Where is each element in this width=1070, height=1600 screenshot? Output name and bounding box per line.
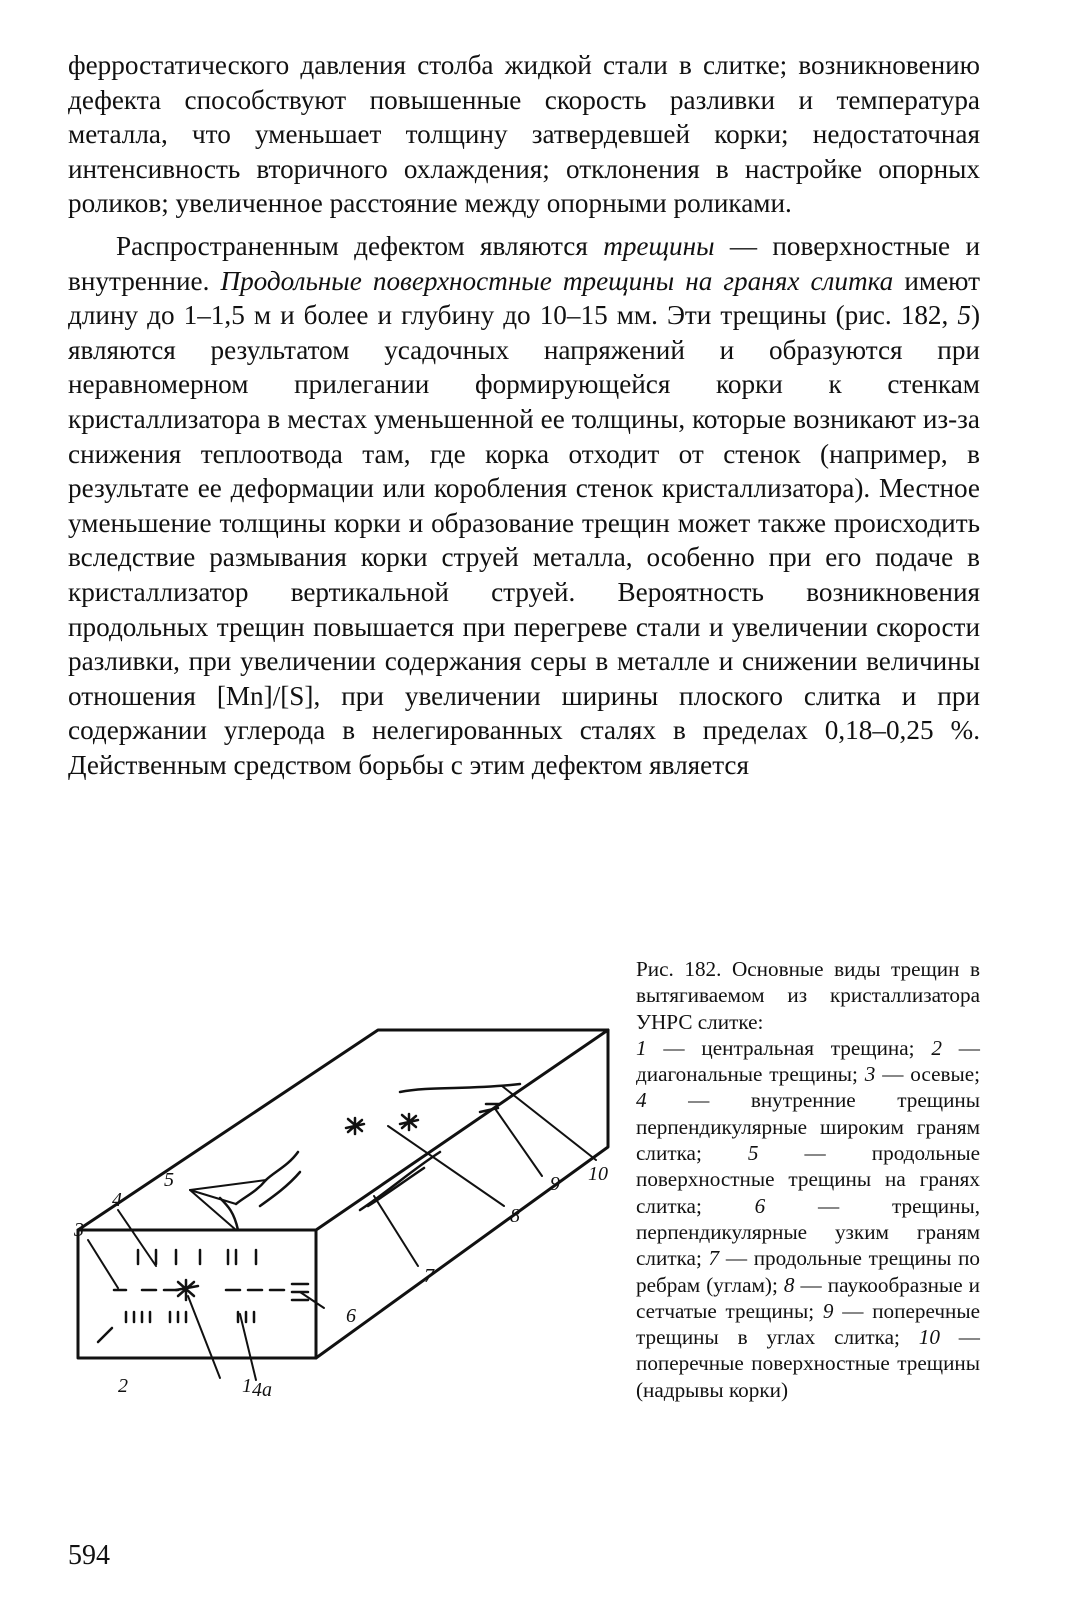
caption-item-7-text: — продольные трещины по ребрам (углам); [636, 1246, 981, 1297]
paragraph-2-start: Распространенным дефектом являются [116, 230, 604, 261]
label-7: 7 [424, 1265, 434, 1287]
caption-item-5-text: — продольные поверхностные трещины на гранях слитка; [636, 1141, 980, 1218]
label-8: 8 [510, 1205, 520, 1227]
figure-182 [60, 1020, 620, 1440]
caption-item-2-text: — диагональные трещины; [636, 1035, 980, 1087]
label-1: 1 [242, 1375, 252, 1397]
caption-intro: Рис. 182. Основные виды трещин в вытягиваемом из кристаллизатора УНРС слитке: [636, 957, 980, 1034]
leader-lines [88, 1086, 596, 1380]
term-cracks: трещины [603, 230, 715, 261]
label-5: 5 [164, 1169, 174, 1191]
label-4: 4 [112, 1189, 122, 1211]
paragraph-2 [68, 229, 980, 783]
figure-caption [636, 956, 980, 1403]
caption-item-7-num: 7 [708, 1246, 720, 1271]
body-text [68, 48, 980, 782]
paragraph-2-mid2: имеют длину до 1–1,5 м и более и глубину до 10–15 мм. Эти трещины (рис. 182, [68, 265, 980, 331]
label-2: 2 [118, 1375, 128, 1397]
caption-item-10-num: 10 [918, 1325, 940, 1350]
caption-item-4-text: — внутренние трещины перпендикулярные широким граням слитка; [636, 1088, 980, 1166]
caption-item-4-num: 4 [636, 1088, 647, 1113]
caption-item-6-text: — трещины, перпендикулярные узким граням слитка; [636, 1193, 980, 1271]
caption-item-1-num: 1 [636, 1035, 647, 1060]
caption-item-1-text: — центральная трещина; [646, 1035, 932, 1060]
caption-item-5-num: 5 [747, 1141, 759, 1166]
caption-item-10-text: — поперечные поверхностные трещины (надрывы корки) [636, 1325, 980, 1402]
ingot-cracks-diagram [60, 1020, 620, 1440]
paragraph-1: ферростатического давления столба жидкой стали в слитке; возникновению дефекта способствуют повышенные скорость разливки и температура металла, что уменьшает толщину затвердевшей корки; недостаточная интенсивность вторичного охлаждения; отклонения в настройке опорных роликов; увеличенное расстояние между опорными роликами. [68, 50, 980, 219]
caption-item-9-text: — поперечные трещины в углах слитка; [636, 1298, 980, 1350]
caption-item-8-num: 8 [783, 1272, 795, 1297]
caption-item-9-num: 9 [822, 1298, 834, 1323]
caption-item-8-text: — паукообразные и сетчатые трещины; [636, 1272, 980, 1323]
figure-ref-5: 5 [957, 300, 971, 331]
label-6: 6 [346, 1305, 356, 1327]
caption-item-6-num: 6 [754, 1193, 766, 1218]
paragraph-2-rest: ) являются результатом усадочных напряжений и образуются при неравномерном прилегании формирующейся корки к стенкам кристаллизатора в местах уменьшенной ее толщины, которые возникают из-за снижения теплоотвода там, где корка отходит от стенок (например, в результате ее деформации или коробления стенок кристаллизатора). Местное уменьшение толщины корки и образование трещин может также происходить вследствие размывания корки струей металла, особенно при его подаче в кристаллизатор вертикальной струей. Вероятность возникновения продольных трещин повышается при перегреве стали и увеличении скорости разливки, при увеличении содержания серы в металле и снижении величины отношения [Mn]/[S], при увеличении ширины плоского слитка и при содержании углерода в нелегированных сталях в пределах 0,18–0,25 %. Действенным средством борьбы с этим дефектом является [68, 300, 980, 780]
label-10: 10 [588, 1163, 608, 1185]
label-9: 9 [550, 1173, 560, 1195]
caption-item-3-text: — осевые; [875, 1062, 980, 1087]
paragraph-2-mid1: — поверхностные и внутренние. [68, 230, 980, 296]
caption-item-2-num: 2 [931, 1035, 942, 1060]
page-number: 594 [68, 1540, 110, 1571]
ingot-outline [78, 1030, 608, 1358]
term-longitudinal-cracks: Продольные поверхностные трещины на гранях слитка [220, 265, 894, 296]
label-3: 3 [74, 1219, 84, 1241]
label-4a: 4а [252, 1379, 272, 1401]
crack-marks [98, 1084, 520, 1342]
caption-item-3-num: 3 [864, 1062, 876, 1087]
